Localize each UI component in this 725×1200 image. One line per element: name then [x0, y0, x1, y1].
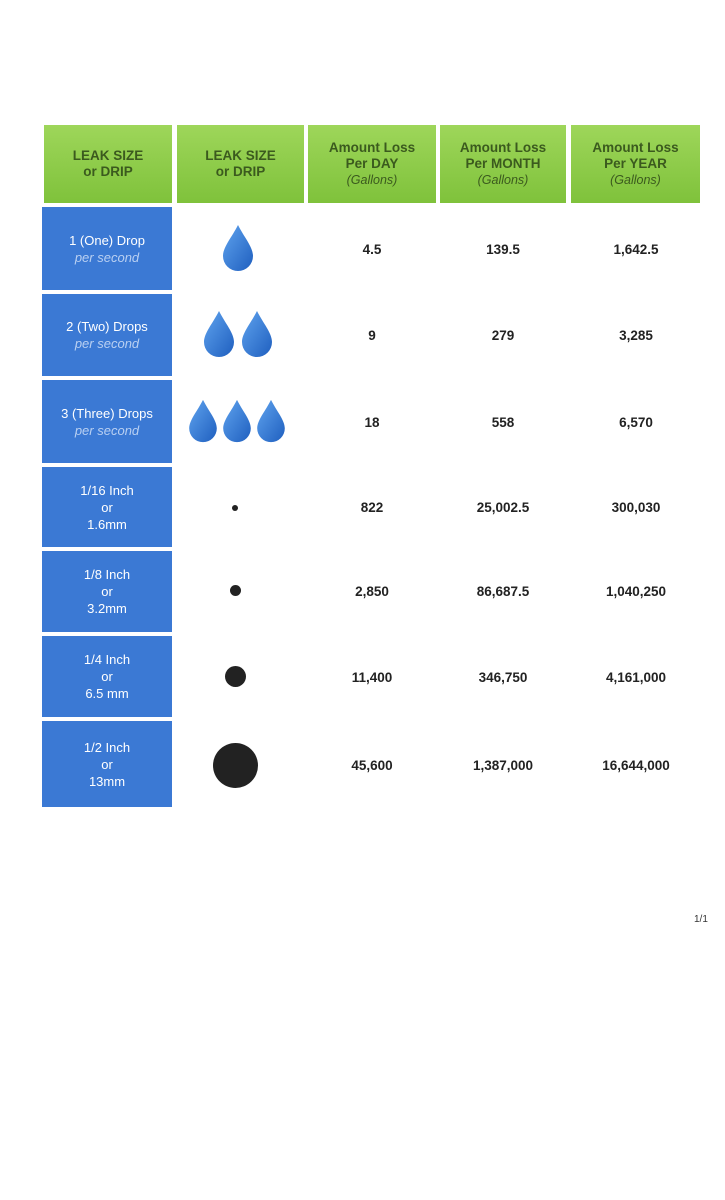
cell-day: 4.5 [362, 242, 382, 257]
header-unit: (Gallons) [610, 173, 661, 187]
label-line: 3 (Three) Drops [61, 405, 153, 421]
cell-year: 3,285 [619, 328, 653, 343]
cell-day: 822 [360, 500, 384, 515]
cell-month: 558 [491, 415, 515, 430]
water-drop-icon [186, 398, 220, 444]
row-label [42, 467, 172, 547]
header-line: Amount Loss [328, 140, 416, 155]
cell-month: 1,387,000 [472, 758, 534, 773]
label-line: 1.6mm [87, 516, 127, 532]
cell-day: 2,850 [355, 584, 389, 599]
header-line: or DRIP [83, 164, 133, 179]
water-drop-icon [220, 223, 256, 273]
cell-year: 1,040,250 [605, 584, 667, 599]
header-unit: (Gallons) [346, 173, 398, 187]
label-line: 1 (One) Drop [69, 232, 145, 248]
label-line: 1/16 Inch [80, 482, 134, 498]
cell-year: 16,644,000 [602, 758, 670, 773]
label-line: or [101, 756, 113, 772]
water-drop-icon [239, 309, 275, 359]
leak-hole-dot [230, 585, 241, 596]
water-drop-icon [220, 398, 254, 444]
water-drop-icon [201, 309, 237, 359]
header-line: Per YEAR [604, 156, 667, 171]
header-line: Per DAY [345, 156, 399, 171]
label-line: 1/4 Inch [83, 652, 131, 667]
label-line: per second [74, 249, 140, 265]
row-label [42, 721, 172, 807]
cell-month: 25,002.5 [476, 500, 530, 515]
cell-day: 18 [364, 415, 380, 430]
cell-month: 139.5 [486, 242, 520, 257]
row-label [42, 551, 172, 632]
header-unit: (Gallons) [477, 173, 529, 187]
header-line: Amount Loss [592, 140, 679, 155]
cell-day: 9 [368, 328, 376, 343]
cell-year: 6,570 [619, 415, 653, 430]
header-per-year [571, 125, 700, 203]
label-line: or [101, 499, 113, 515]
leak-hole-dot [225, 666, 246, 687]
header-per-day [308, 125, 436, 203]
label-line: 13mm [88, 773, 126, 789]
cell-month: 279 [491, 328, 515, 343]
header-line: LEAK SIZE [205, 148, 276, 163]
water-drop-icon [254, 398, 288, 444]
header-leak-size [44, 125, 172, 203]
cell-year: 4,161,000 [605, 670, 667, 685]
row-label [42, 207, 172, 290]
label-line: 1/8 Inch [83, 567, 131, 582]
header-line: Amount Loss [459, 140, 547, 155]
label-line: per second [74, 422, 140, 438]
drop-group [183, 398, 291, 444]
label-line: 3.2mm [87, 601, 127, 616]
leak-hole-dot [213, 743, 258, 788]
cell-day: 11,400 [351, 670, 393, 685]
header-line: or DRIP [215, 164, 266, 179]
cell-day: 45,600 [351, 758, 393, 773]
drop-group [178, 309, 298, 359]
label-line: 6.5 mm [85, 686, 129, 701]
cell-month: 86,687.5 [476, 584, 530, 599]
header-line: LEAK SIZE [72, 148, 144, 163]
header-leak-drip [177, 125, 304, 203]
row-label [42, 294, 172, 376]
label-line: or [101, 669, 113, 684]
cell-year: 300,030 [611, 500, 661, 515]
header-per-month [440, 125, 566, 203]
label-line: 1/2 Inch [83, 739, 131, 755]
label-line: or [101, 584, 113, 599]
label-line: 2 (Two) Drops [66, 319, 148, 334]
label-line: per second [74, 336, 140, 351]
header-line: Per MONTH [465, 156, 541, 171]
cell-month: 346,750 [478, 670, 528, 685]
leak-hole-dot [232, 505, 238, 511]
cell-year: 1,642.5 [613, 242, 659, 257]
page-number: 1/1 [694, 914, 708, 925]
drop-group [178, 223, 298, 273]
row-label [42, 636, 172, 717]
row-label [42, 380, 172, 463]
